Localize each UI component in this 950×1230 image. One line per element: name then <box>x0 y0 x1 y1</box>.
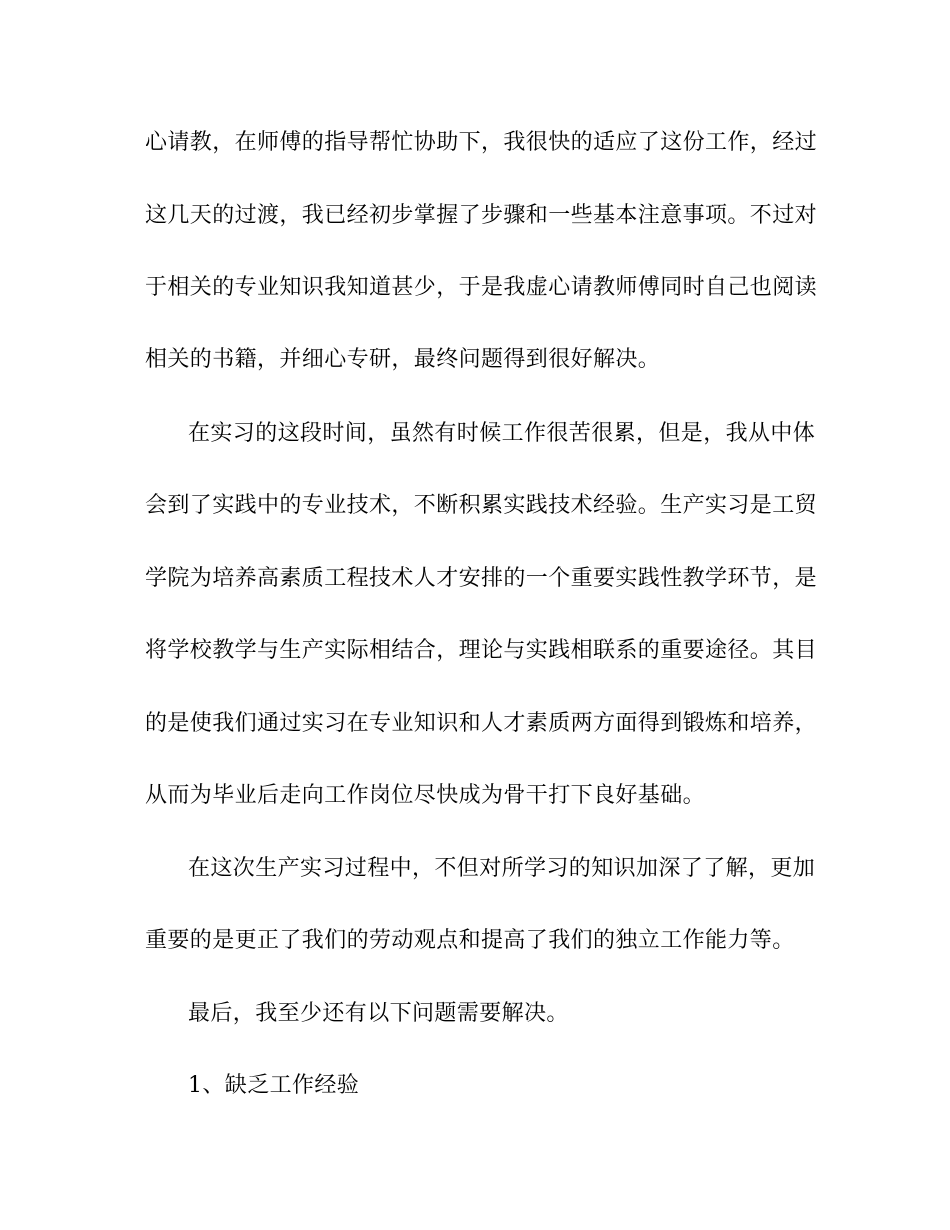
paragraph-line: 将学校教学与生产实际相结合，理论与实践相联系的重要途径。其目 <box>145 638 818 663</box>
paragraph-line: 于相关的专业知识我知道甚少，于是我虚心请教师傅同时自己也阅读 <box>145 275 818 300</box>
paragraph-line: 最后，我至少还有以下问题需要解决。 <box>188 1001 569 1026</box>
paragraph-line: 从而为毕业后走向工作岗位尽快成为骨干打下良好基础。 <box>145 783 706 808</box>
list-item: 1、缺乏工作经验 <box>188 1073 360 1098</box>
paragraph-line: 重要的是更正了我们的劳动观点和提高了我们的独立工作能力等。 <box>145 928 795 953</box>
paragraph-line: 这几天的过渡，我已经初步掌握了步骤和一些基本注意事项。不过对 <box>145 203 818 228</box>
paragraph-line: 会到了实践中的专业技术，不断积累实践技术经验。生产实习是工贸 <box>145 493 818 518</box>
paragraph-line: 相关的书籍，并细心专研，最终问题得到很好解决。 <box>145 347 661 372</box>
paragraph-line: 的是使我们通过实习在专业知识和人才素质两方面得到锻炼和培养， <box>145 711 818 736</box>
paragraph-line: 学院为培养高素质工程技术人才安排的一个重要实践性教学环节，是 <box>145 566 818 591</box>
paragraph-line: 心请教，在师傅的指导帮忙协助下，我很快的适应了这份工作，经过 <box>145 130 818 155</box>
paragraph-line: 在实习的这段时间，虽然有时候工作很苦很累，但是，我从中体 <box>188 421 816 446</box>
paragraph-line: 在这次生产实习过程中，不但对所学习的知识加深了了解，更加 <box>188 856 816 881</box>
